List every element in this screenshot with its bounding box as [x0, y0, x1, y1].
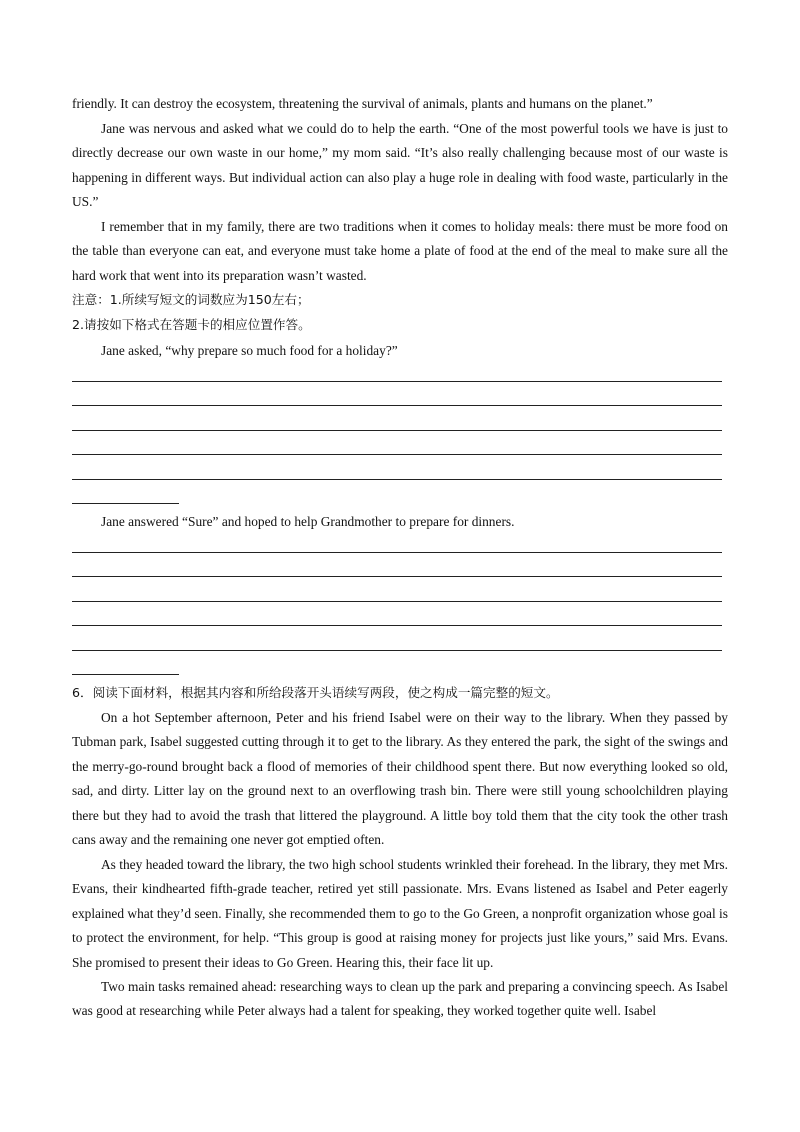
answer-line	[72, 381, 722, 382]
question-6-paragraph-2: As they headed toward the library, the two high school students wrinkled their forehead. In the library, they met Mrs. Evans, their kindhearted fifth-grade teacher, retired yet still passionate. Mrs. Evans listened as Isabel and Peter eagerly explained what they’d seen. Finally, she recommended them to go to the Go Green, a nonprofit organization whose goal is to protect the environment, for help. “This group is good at raising money for projects just like yours,” said Mrs. Evans. She promised to present their ideas to Go Green. Hearing this, their face lit up.	[72, 857, 728, 970]
question-6-paragraph-3: Two main tasks remained ahead: researching ways to clean up the park and preparing a convincing speech. As Isabel was good at researching while Peter always had a talent for speaking, they worked together quite well. Isabel	[72, 979, 728, 1019]
note-word-count: 注意：1.所续写短文的词数应为150左右；	[72, 292, 310, 307]
answer-line	[72, 479, 722, 480]
prompt-paragraph-1: Jane asked, “why prepare so much food for a holiday?”	[101, 343, 398, 358]
question-6-heading: 6．阅读下面材料，根据其内容和所给段落开头语续写两段，使之构成一篇完整的短文。	[72, 685, 559, 700]
answer-line-short	[72, 674, 179, 675]
paragraph-jane-nervous: Jane was nervous and asked what we could do to help the earth. “One of the most powerful tools we have is just to directly decrease our own waste in our home,” my mom said. “It’s also really challenging because most of our waste is happening in different ways. But individual action can also play a huge role in dealing with food waste, particularly in the US.”	[72, 121, 728, 210]
answer-line	[72, 552, 722, 553]
paragraph-family-traditions: I remember that in my family, there are two traditions when it comes to holiday meals: there must be more food on the table than everyone can eat, and everyone must take home a plate of food at the end of the meal to make sure all the hard work that went into its preparation wasn’t wasted.	[72, 219, 728, 283]
answer-line	[72, 576, 722, 577]
prompt-paragraph-2: Jane answered “Sure” and hoped to help Grandmother to prepare for dinners.	[101, 514, 515, 529]
answer-line	[72, 405, 722, 406]
note-answer-format: 2.请按如下格式在答题卡的相应位置作答。	[72, 317, 311, 332]
answer-line	[72, 454, 722, 455]
answer-line	[72, 625, 722, 626]
answer-line	[72, 650, 722, 651]
answer-line	[72, 430, 722, 431]
answer-line	[72, 601, 722, 602]
answer-line-short	[72, 503, 179, 504]
question-6-paragraph-1: On a hot September afternoon, Peter and his friend Isabel were on their way to the library. When they passed by Tubman park, Isabel suggested cutting through it to get to the library. As they entered the park, the sight of the swings and the merry-go-round brought back a flood of memories of their childhood spent there. But now everything looked so old, sad, and dirty. Litter lay on the ground next to an overflowing trash bin. There were still young schoolchildren playing there but they had to avoid the trash that littered the playground. A little boy told them that the city took the other trash cans away and the remaining one never got emptied often.	[72, 710, 728, 848]
paragraph-continuation: friendly. It can destroy the ecosystem, threatening the survival of animals, plants and humans on the planet.”	[72, 96, 653, 111]
